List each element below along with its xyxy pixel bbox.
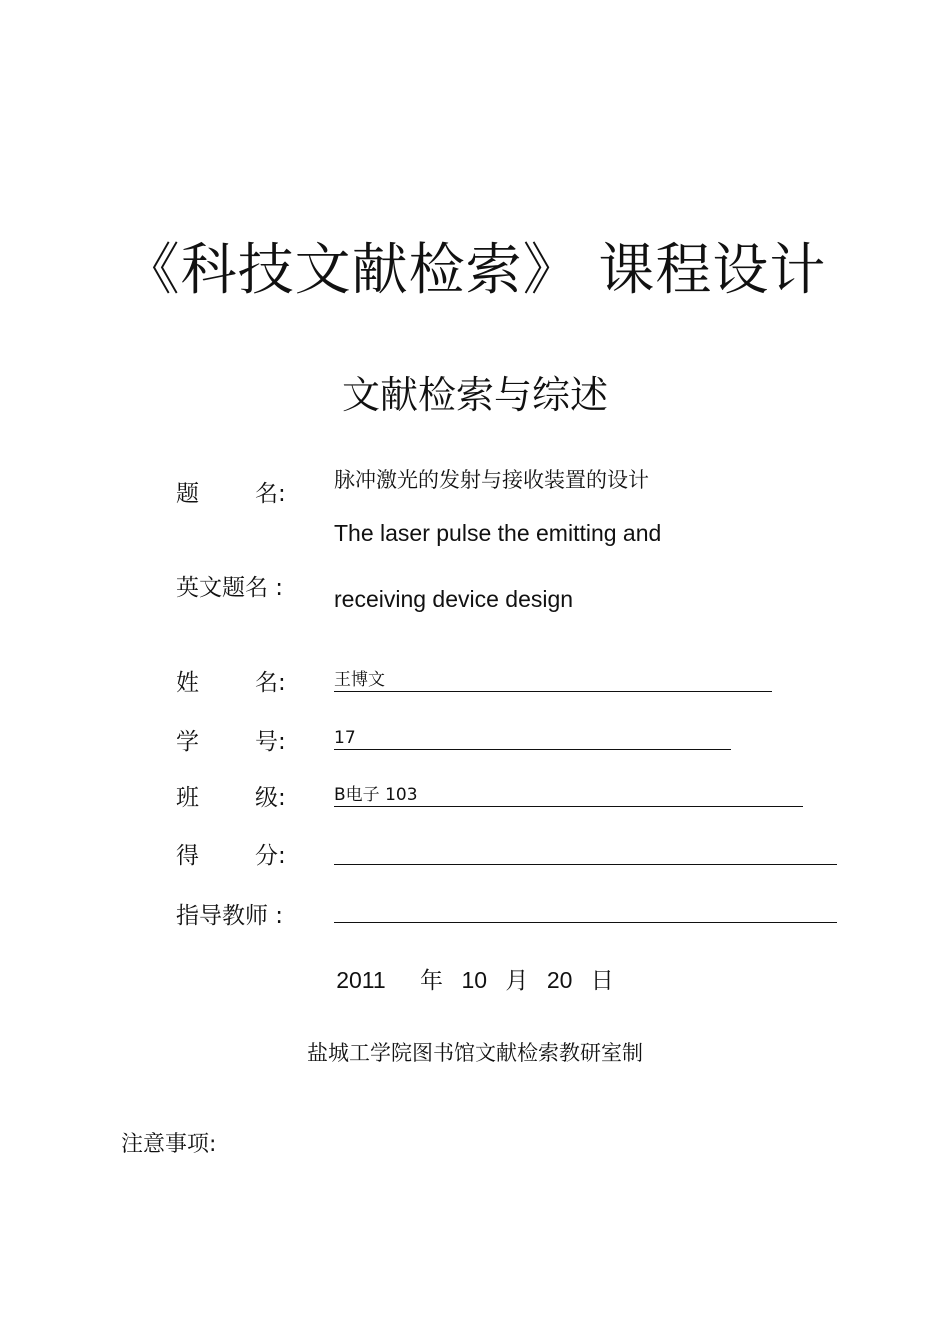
student-id-label-b: 号: <box>255 729 286 755</box>
date-day: 20 <box>546 967 573 993</box>
date-year-unit: 年 <box>420 967 444 993</box>
date-line <box>0 962 950 995</box>
title-en-value-line1: The laser pulse the emitting and <box>334 520 662 546</box>
notice-heading: 注意事项: <box>121 1132 217 1157</box>
title-en-label: 英文题名 : <box>176 575 284 601</box>
title-cn-label-a: 题 <box>176 481 199 507</box>
class-label-a: 班 <box>176 785 199 811</box>
name-field[interactable]: 王博文 <box>334 669 772 692</box>
date-month: 10 <box>461 967 488 993</box>
score-field[interactable] <box>334 842 837 865</box>
score-label <box>176 837 286 870</box>
student-id-field[interactable]: 17 <box>334 727 731 750</box>
advisor-field[interactable] <box>334 900 837 923</box>
date-year: 2011 <box>336 967 386 993</box>
student-id-label <box>176 723 286 756</box>
date-month-unit: 月 <box>505 967 529 993</box>
title-cn-value: 脉冲激光的发射与接收装置的设计 <box>334 468 649 492</box>
title-en-value-line2: receiving device design <box>334 586 574 612</box>
title-cn-label <box>176 475 286 508</box>
class-label <box>176 779 286 812</box>
name-label-b: 名: <box>255 670 286 696</box>
title-cn-label-b: 名: <box>255 481 286 507</box>
name-label-a: 姓 <box>176 670 199 696</box>
date-day-unit: 日 <box>590 967 614 993</box>
student-id-label-a: 学 <box>176 729 199 755</box>
advisor-label: 指导教师 : <box>176 903 284 929</box>
score-label-b: 分: <box>255 843 286 869</box>
class-label-b: 级: <box>255 785 286 811</box>
page-title: 《科技文献检索》 课程设计 <box>123 238 827 303</box>
page-subtitle: 文献检索与综述 <box>341 373 608 417</box>
name-label <box>176 664 286 697</box>
class-field[interactable]: B电子 103 <box>334 784 803 807</box>
made-by: 盐城工学院图书馆文献检索教研室制 <box>307 1041 643 1065</box>
score-label-a: 得 <box>176 843 199 869</box>
